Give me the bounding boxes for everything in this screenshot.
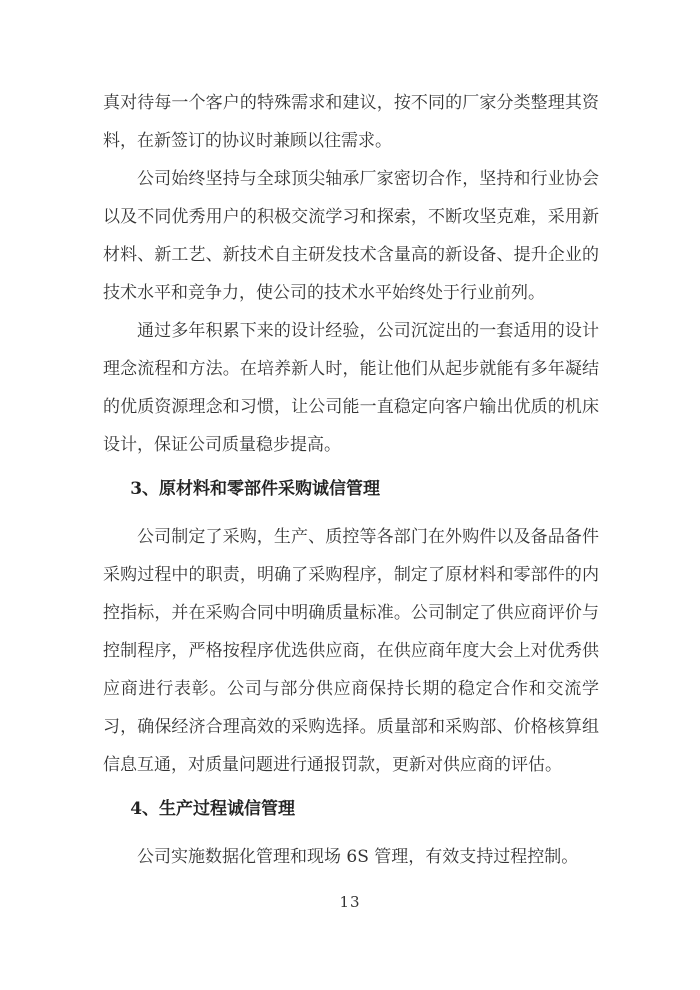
- paragraph-customer-needs: 真对待每一个客户的特殊需求和建议，按不同的厂家分类整理其资料，在新签订的协议时兼顾以往需求。: [103, 93, 599, 151]
- section-heading-procurement-integrity: 3、原材料和零部件采购诚信管理: [130, 479, 381, 499]
- paragraph-design-experience: 通过多年积累下来的设计经验，公司沉淀出的一套适用的设计理念流程和方法。在培养新人时，能让他们从起步就能有多年凝结的优质资源理念和习惯，让公司能一直稳定向客户输出优质的机床设计，保证公司质量稳步提高。: [103, 321, 599, 455]
- paragraph-procurement-management: 公司制定了采购，生产、质控等各部门在外购件以及备品备件采购过程中的职责，明确了采购程序，制定了原材料和零部件的内控指标，并在采购合同中明确质量标准。公司制定了供应商评价与控制程序，严格按程序优选供应商，在供应商年度大会上对优秀供应商进行表彰。公司与部分供应商保持长期的稳定合作和交流学习，确保经济合理高效的采购选择。质量部和采购部、价格核算组信息互通，对质量问题进行通报罚款，更新对供应商的评估。: [103, 527, 599, 775]
- paragraph-production-control: 公司实施数据化管理和现场 6S 管理，有效支持过程控制。: [137, 847, 579, 867]
- page-number: 13: [339, 893, 361, 911]
- section-heading-production-integrity: 4、生产过程诚信管理: [130, 799, 296, 819]
- document-content: [103, 84, 599, 876]
- paragraph-bearing-cooperation: 公司始终坚持与全球顶尖轴承厂家密切合作，坚持和行业协会以及不同优秀用户的积极交流学习和探索，不断攻坚克难，采用新材料、新工艺、新技术自主研发技术含量高的新设备、提升企业的技术水平和竞争力，使公司的技术水平始终处于行业前列。: [103, 169, 599, 303]
